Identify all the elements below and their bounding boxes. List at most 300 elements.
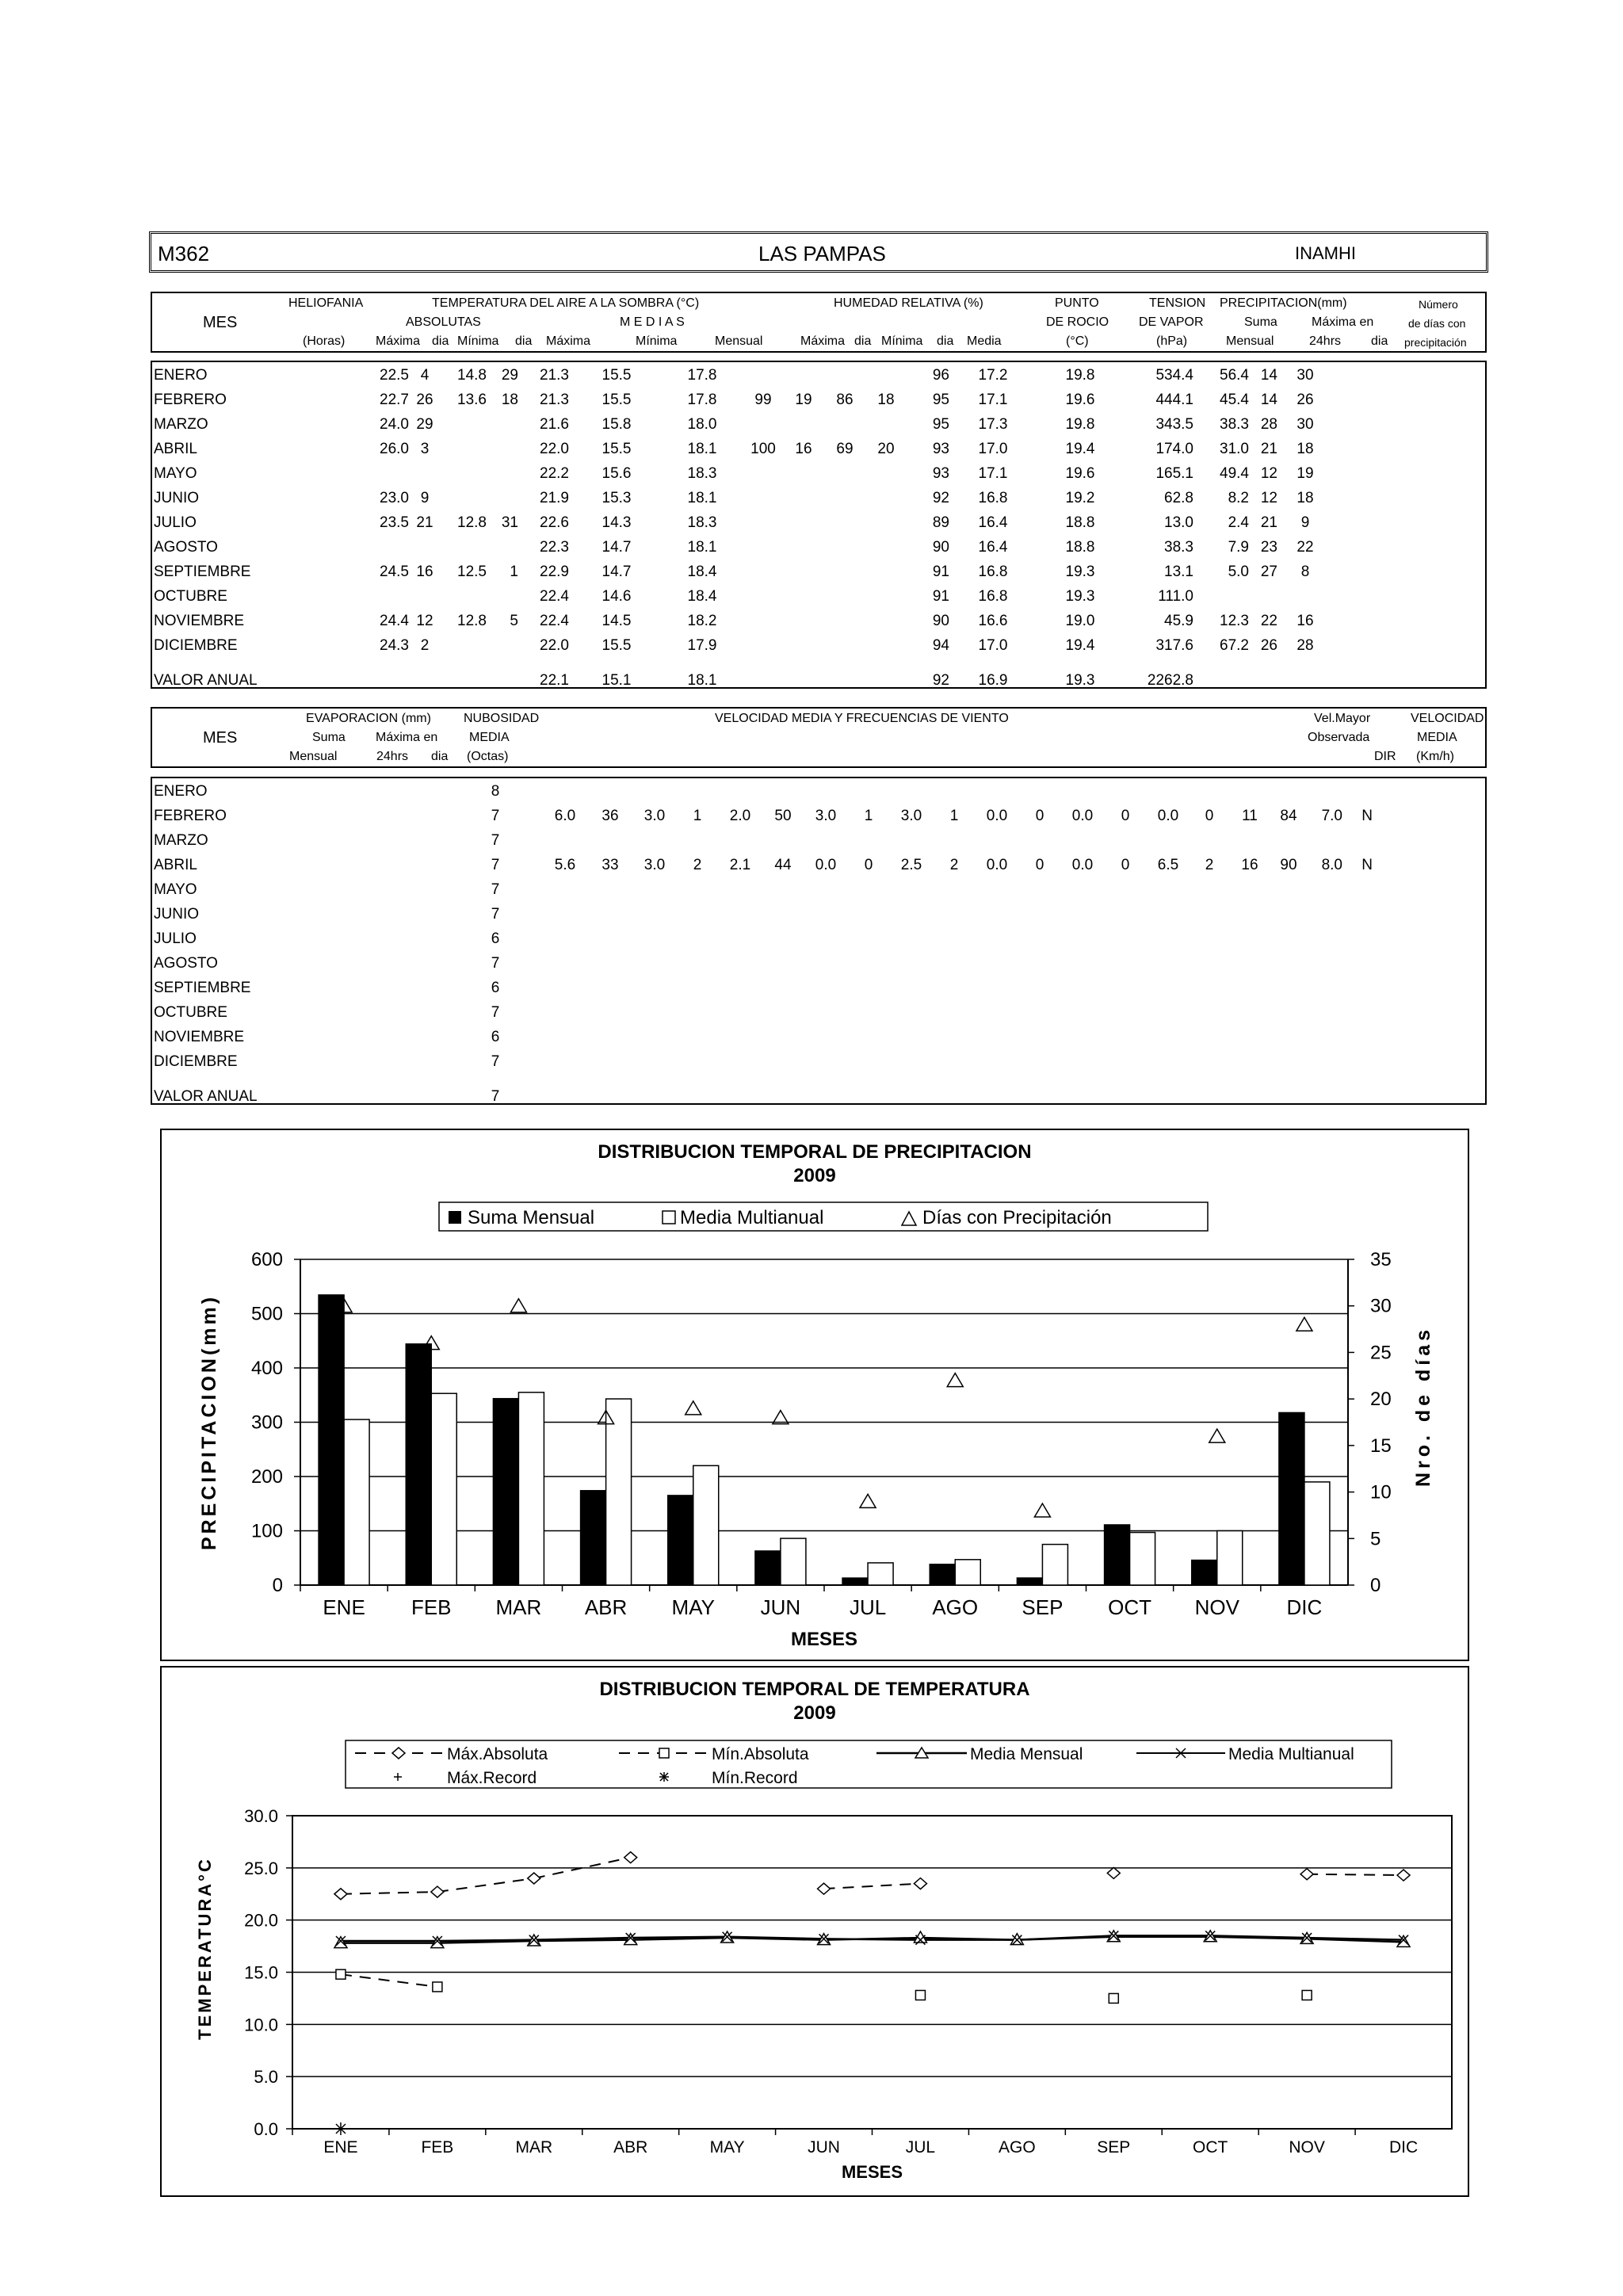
table-cell: 92 [932, 672, 949, 689]
temp-chart-box [160, 1666, 1469, 2197]
table-cell [1057, 1000, 1108, 1025]
table-cell [886, 902, 937, 926]
table-cell: 18.2 [687, 612, 717, 629]
table-cell [886, 926, 937, 951]
table-cell: 21.9 [540, 489, 569, 506]
table-cell [766, 951, 800, 976]
x-tick-label: ABR [584, 1595, 628, 1619]
table-row [154, 363, 1333, 388]
table-cell [1143, 1000, 1193, 1025]
table-cell [1057, 1074, 1108, 1106]
table-cell [629, 1025, 680, 1049]
table-cell [972, 877, 1022, 902]
table-cell: 22.2 [540, 464, 569, 482]
table-cell: 16.4 [978, 538, 1008, 556]
table-cell [821, 658, 869, 690]
table-cell: 92 [932, 489, 949, 506]
h2-media: MEDIA [469, 731, 510, 744]
row-label: FEBRERO [154, 807, 227, 824]
table-cell: 8.0 [1321, 856, 1342, 873]
table-cell [1022, 976, 1057, 1000]
table-cell [409, 584, 441, 609]
table-cell [374, 658, 409, 690]
table-cell [786, 461, 821, 486]
table-cell: 11 [1242, 807, 1258, 824]
station-header [149, 231, 1488, 273]
table-cell [1342, 828, 1373, 853]
table-cell: 50 [774, 807, 792, 824]
table-cell [1342, 976, 1373, 1000]
table-cell [404, 804, 452, 828]
table-cell [1303, 828, 1342, 853]
table-cell: 24.5 [380, 563, 409, 580]
line-max-absoluta [437, 1878, 534, 1892]
x-tick-label: SEP [1097, 2138, 1131, 2157]
table-cell: 9 [1300, 514, 1310, 531]
table-cell [1342, 902, 1373, 926]
table-cell [591, 951, 629, 976]
table-cell [336, 1074, 404, 1106]
table-cell [680, 1000, 715, 1025]
row-label: VALOR ANUAL [154, 672, 258, 689]
table-cell [869, 584, 903, 609]
table-cell: 15.5 [601, 440, 632, 457]
table-cell [281, 902, 336, 926]
table-cell [715, 1049, 766, 1074]
table-cell: 38.3 [1164, 538, 1193, 556]
table-cell: 9 [420, 489, 430, 506]
table-cell: 31.0 [1220, 440, 1249, 457]
bar-suma-mensual [1017, 1578, 1042, 1585]
table-cell [851, 1025, 886, 1049]
table-cell [766, 902, 800, 926]
table-cell [1274, 1049, 1303, 1074]
table-cell [1225, 902, 1274, 926]
table-cell [487, 461, 518, 486]
table-cell [1193, 658, 1249, 690]
table-cell: 12 [1260, 464, 1277, 482]
table-cell [886, 779, 937, 804]
legend-label-max-abs: Máx.Absoluta [447, 1745, 548, 1763]
table-cell [821, 535, 869, 560]
table-cell: 8 [1300, 563, 1310, 580]
bar-suma-mensual [1279, 1412, 1304, 1585]
table-cell [1108, 779, 1143, 804]
h-helio: HELIOFANIA [288, 296, 364, 310]
table-cell [1225, 1074, 1274, 1106]
y-tick-label: 400 [250, 1358, 283, 1379]
table-cell [869, 363, 903, 388]
table-cell [487, 584, 518, 609]
table-cell [1143, 1074, 1193, 1106]
y-tick-label: 0.0 [254, 2119, 278, 2139]
point-min-absoluta [336, 1969, 346, 1979]
table-cell [851, 1049, 886, 1074]
table-row [154, 902, 1373, 926]
h-dia: dia [432, 334, 449, 348]
table-cell: 6 [491, 1028, 500, 1045]
table-cell [591, 1025, 629, 1049]
table-cell [1057, 902, 1108, 926]
table-cell: 24.0 [380, 415, 409, 433]
table-cell [1225, 1049, 1274, 1074]
bar-media-multianual [955, 1560, 980, 1585]
table-cell [715, 902, 766, 926]
table-cell: 44 [774, 856, 792, 873]
h2-viento: VELOCIDAD MEDIA Y FRECUENCIAS DE VIENTO [715, 712, 1009, 725]
h-precip: PRECIPITACION(mm) [1220, 296, 1347, 310]
table-cell [937, 902, 972, 926]
table-cell: 0.0 [815, 856, 837, 873]
y-tick-label: 15.0 [244, 1962, 278, 1983]
table-cell [487, 486, 518, 510]
table-cell [972, 976, 1022, 1000]
table-row [154, 535, 1333, 560]
table-cell [869, 461, 903, 486]
row-label: NOVIEMBRE [154, 612, 245, 629]
table-cell [937, 1025, 972, 1049]
point-max-absoluta [528, 1873, 540, 1884]
table-cell: 17.8 [687, 391, 717, 408]
table-cell: 89 [932, 514, 949, 531]
table-cell: 16.4 [978, 514, 1008, 531]
table-cell [1022, 1000, 1057, 1025]
table-cell: 49.4 [1220, 464, 1249, 482]
table-cell [409, 461, 441, 486]
bar-suma-mensual [668, 1496, 693, 1585]
row-label: ENERO [154, 782, 208, 800]
bar-media-multianual [781, 1538, 806, 1585]
table-cell: 1 [949, 807, 959, 824]
table-cell [336, 779, 404, 804]
table-cell [281, 461, 374, 486]
table-cell [1303, 1025, 1342, 1049]
table-cell: 7.9 [1228, 538, 1249, 556]
table-cell: 22.7 [380, 391, 409, 408]
table-cell [886, 951, 937, 976]
table-cell [404, 828, 452, 853]
h2-mensual: Mensual [289, 750, 338, 763]
table-cell: 7 [491, 1052, 500, 1070]
bar-media-multianual [518, 1392, 544, 1585]
table-cell [281, 1025, 336, 1049]
table-row [154, 804, 1373, 828]
table-cell: 19.4 [1065, 636, 1095, 654]
table-cell: 18 [501, 391, 518, 408]
table-cell: 86 [836, 391, 854, 408]
h-tension1: TENSION [1149, 296, 1206, 310]
table-cell [1022, 902, 1057, 926]
table-cell [786, 633, 821, 658]
table-cell [281, 535, 374, 560]
table-cell [851, 976, 886, 1000]
table-cell [1277, 658, 1333, 690]
table-cell [786, 560, 821, 584]
table-cell [539, 1025, 591, 1049]
table-cell [800, 1074, 851, 1106]
table-cell: 18.1 [687, 538, 717, 556]
table1-header [151, 292, 1487, 353]
table-cell [869, 535, 903, 560]
legend-label-dias: Días con Precipitación [922, 1207, 1112, 1228]
table-cell [680, 951, 715, 976]
table-cell: 93 [932, 464, 949, 482]
h-tension2: DE VAPOR [1139, 315, 1204, 329]
table-cell [1143, 877, 1193, 902]
table-cell [869, 486, 903, 510]
row-label: MAYO [154, 881, 197, 898]
table-cell [539, 902, 591, 926]
table-cell: 26 [416, 391, 433, 408]
table-cell: 90 [932, 612, 949, 629]
x-tick-label: JUN [808, 2138, 840, 2157]
h2-suma: Suma [312, 731, 346, 744]
table-cell [1057, 926, 1108, 951]
precip-chart-title: DISTRIBUCION TEMPORAL DE PRECIPITACION [598, 1141, 1032, 1163]
table-cell: 18.1 [687, 672, 717, 689]
table-cell [786, 510, 821, 535]
table-cell: 5.6 [554, 856, 576, 873]
table-cell: 21.3 [540, 366, 569, 384]
row-label: MARZO [154, 415, 208, 433]
table-cell: 4 [420, 366, 430, 384]
point-max-absoluta [1107, 1867, 1120, 1878]
table-cell: 8 [491, 782, 500, 800]
table-cell [1108, 1074, 1143, 1106]
h2-dia: dia [431, 750, 449, 763]
annual-row [154, 1074, 1373, 1106]
table-row [154, 560, 1333, 584]
h2-octas: (Octas) [467, 750, 509, 763]
table-cell: 24.3 [380, 636, 409, 654]
table-cell: 16 [416, 563, 433, 580]
table-cell: 6 [491, 979, 500, 996]
row-label: NOVIEMBRE [154, 1028, 245, 1045]
table-cell [591, 877, 629, 902]
table-cell [1022, 1025, 1057, 1049]
y-tick-label: 100 [250, 1520, 283, 1542]
table-cell: 15.5 [601, 391, 632, 408]
table-cell [409, 658, 441, 690]
table-cell [404, 779, 452, 804]
table-cell: 29 [416, 415, 433, 433]
table-cell: N [1361, 856, 1373, 873]
x-tick-label: JUL [849, 1595, 887, 1619]
table-cell [766, 877, 800, 902]
y-tick-label: 0 [272, 1575, 283, 1596]
table-cell: 90 [932, 538, 949, 556]
table-cell: 3 [420, 440, 430, 457]
legend-marker-min-record [659, 1772, 669, 1782]
row-label: VALOR ANUAL [154, 1088, 258, 1105]
table-cell [1143, 828, 1193, 853]
table-cell: 17.8 [687, 366, 717, 384]
table-cell [1108, 926, 1143, 951]
table-cell: 2.1 [729, 856, 751, 873]
table-cell: 534.4 [1155, 366, 1193, 384]
table-cell [1225, 1025, 1274, 1049]
table-cell [821, 363, 869, 388]
h-hmax: Máxima [800, 334, 846, 348]
table-cell [1193, 828, 1225, 853]
table-cell [1303, 926, 1342, 951]
row-label: SEPTIEMBRE [154, 563, 251, 580]
table-cell: 165.1 [1155, 464, 1193, 482]
table-cell: 444.1 [1155, 391, 1193, 408]
table-cell [786, 412, 821, 437]
point-max-absoluta [1300, 1869, 1313, 1880]
table-cell: 23.0 [380, 489, 409, 506]
bar-suma-mensual [406, 1344, 431, 1585]
table-cell [1108, 1049, 1143, 1074]
point-dias-precip [1296, 1317, 1312, 1331]
y-tick-label: 25.0 [244, 1858, 278, 1878]
point-max-absoluta [914, 1878, 926, 1889]
bar-suma-mensual [581, 1491, 606, 1585]
table-cell [1022, 828, 1057, 853]
table-cell [972, 779, 1022, 804]
h2-observada: Observada [1308, 731, 1370, 744]
table-cell [1342, 779, 1373, 804]
h-hdia: dia [854, 334, 872, 348]
table-cell [1022, 877, 1057, 902]
table-cell [937, 1074, 972, 1106]
table-cell [1143, 976, 1193, 1000]
table-cell: 31 [501, 514, 518, 531]
table-cell: 343.5 [1155, 415, 1193, 433]
table-cell: 38.3 [1220, 415, 1249, 433]
x-axis-title: MESES [841, 2162, 903, 2182]
table1-body [154, 363, 1333, 690]
table-cell: 16 [795, 440, 812, 457]
table-cell: 7 [491, 954, 500, 972]
table-cell [715, 926, 766, 951]
table-cell: 12 [416, 612, 433, 629]
table-cell [800, 1025, 851, 1049]
table-cell: 13.0 [1164, 514, 1193, 531]
y2-axis-title: Nro. de días [1412, 1325, 1434, 1488]
table-cell: 18 [1296, 489, 1314, 506]
h-minima: Mínima [457, 334, 499, 348]
table-cell [1342, 951, 1373, 976]
table-cell: 62.8 [1164, 489, 1193, 506]
table-cell: 5 [510, 612, 518, 629]
table-cell: 7.0 [1321, 807, 1342, 824]
table-row [154, 951, 1373, 976]
table-row [154, 584, 1333, 609]
line-max-absoluta [824, 1884, 921, 1889]
table-cell: 33 [601, 856, 619, 873]
table-cell [281, 1074, 336, 1106]
table-cell [1277, 584, 1333, 609]
table-cell: 16.6 [978, 612, 1008, 629]
h2-mes: MES [203, 729, 238, 747]
row-label: DICIEMBRE [154, 1052, 238, 1070]
table-cell [1303, 877, 1342, 902]
table-cell [715, 779, 766, 804]
table-cell [715, 976, 766, 1000]
bar-media-multianual [868, 1563, 893, 1585]
table-cell: 7 [491, 807, 500, 824]
line-max-absoluta [1307, 1874, 1403, 1875]
table-cell [1193, 1074, 1225, 1106]
bar-media-multianual [344, 1419, 369, 1585]
h-24hrs: 24hrs [1309, 334, 1342, 348]
table-cell [336, 951, 404, 976]
table-cell [869, 560, 903, 584]
table-cell [851, 779, 886, 804]
table-cell [937, 779, 972, 804]
table-cell: 21.6 [540, 415, 569, 433]
table-cell: 28 [1296, 636, 1314, 654]
table-cell [281, 779, 336, 804]
table-cell [821, 412, 869, 437]
table-cell [629, 902, 680, 926]
table-cell: 18.3 [687, 514, 717, 531]
table-cell [1193, 926, 1225, 951]
table-cell [281, 437, 374, 461]
x-tick-label: DIC [1388, 2138, 1419, 2157]
h-punto1: PUNTO [1055, 296, 1099, 310]
table-cell [869, 609, 903, 633]
h2-velmed: MEDIA [1417, 731, 1457, 744]
table-cell [1108, 828, 1143, 853]
table-cell [800, 779, 851, 804]
table-cell [1274, 779, 1303, 804]
table-cell: 30 [1296, 415, 1314, 433]
table-cell: 21.3 [540, 391, 569, 408]
table-cell: 0.0 [986, 807, 1008, 824]
y2-tick-label: 5 [1370, 1528, 1381, 1550]
table-cell: 22.6 [540, 514, 569, 531]
table-cell: 12.8 [457, 514, 487, 531]
table-row [154, 461, 1333, 486]
y-tick-label: 5.0 [254, 2067, 278, 2088]
table-cell [336, 902, 404, 926]
table-cell [869, 510, 903, 535]
table-cell: 22.9 [540, 563, 569, 580]
table-cell: 84 [1280, 807, 1297, 824]
table-cell [786, 486, 821, 510]
y-tick-label: 600 [250, 1249, 283, 1270]
bar-suma-mensual [755, 1551, 781, 1585]
table-cell [1108, 976, 1143, 1000]
table-cell [1108, 877, 1143, 902]
table-cell [1193, 584, 1249, 609]
table-cell [972, 828, 1022, 853]
h2-evap: EVAPORACION (mm) [306, 712, 431, 725]
table-cell: 2.5 [900, 856, 922, 873]
table-cell [821, 633, 869, 658]
table-cell: 19.3 [1065, 672, 1095, 689]
table-cell [539, 779, 591, 804]
table-cell [591, 976, 629, 1000]
table-cell: 6.5 [1157, 856, 1179, 873]
table-cell: 174.0 [1155, 440, 1193, 457]
table-cell [1342, 1049, 1373, 1074]
table-cell [487, 412, 518, 437]
table-cell [539, 877, 591, 902]
y2-tick-label: 20 [1370, 1389, 1392, 1411]
table-cell [937, 926, 972, 951]
bar-media-multianual [1042, 1545, 1067, 1585]
table-row [154, 510, 1333, 535]
table-cell [409, 535, 441, 560]
table-cell [629, 926, 680, 951]
table-cell: 0.0 [1071, 856, 1094, 873]
table-cell [1225, 779, 1274, 804]
table-cell: 17.1 [978, 391, 1008, 408]
